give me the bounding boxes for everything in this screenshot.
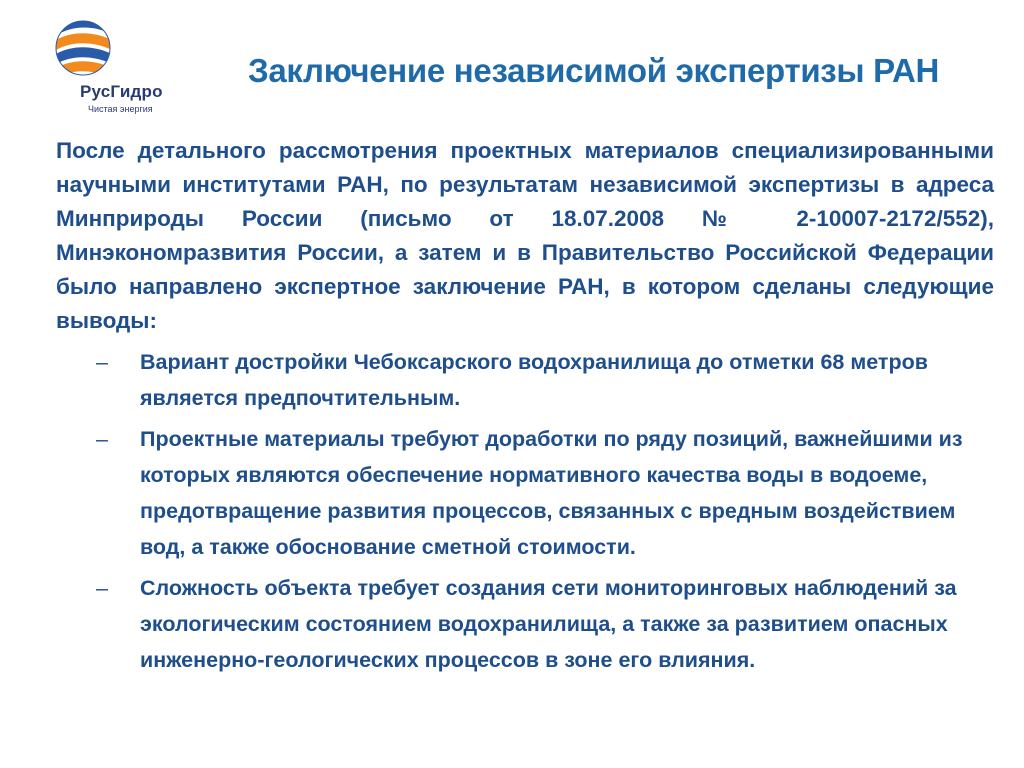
rushydro-logo-icon (54, 12, 112, 84)
dash-icon: – (96, 350, 108, 374)
list-item-text: Сложность объекта требует создания сети мониторинговых наблюдений за экологическим состоянием водохранилища, а также за развитием опасных инженерно-геологических процессов в зоне его влияния. (140, 576, 957, 672)
list-item (96, 570, 996, 678)
conclusions-list (96, 344, 996, 683)
list-item (96, 421, 996, 565)
dash-icon: – (96, 427, 108, 451)
logo-brand-name: РусГидро (80, 82, 163, 101)
company-logo (40, 8, 190, 118)
dash-icon: – (96, 576, 108, 600)
list-item-text: Вариант достройки Чебоксарского водохранилища до отметки 68 метров является предпочтительным. (140, 350, 928, 410)
logo-tagline: Чистая энергия (88, 104, 153, 114)
list-item (96, 344, 996, 416)
intro-paragraph: После детального рассмотрения проектных материалов специализированными научными институтами РАН, по результатам независимой экспертизы в адреса Минприроды России (письмо от 18.07.2008 № 2-10007-2172/552), Минэкономразвития России, а затем и в Правительство Российской Федерации было направлено экспертное заключение РАН, в котором сделаны следующие выводы: (56, 138, 994, 333)
list-item-text: Проектные материалы требуют доработки по ряду позиций, важнейшими из которых являются обеспечение нормативного качества воды в водоеме, предотвращение развития процессов, связанных с вредным воздействием вод, а также обоснование сметной стоимости. (140, 427, 963, 559)
slide-title: Заключение независимой экспертизы РАН (248, 52, 940, 89)
